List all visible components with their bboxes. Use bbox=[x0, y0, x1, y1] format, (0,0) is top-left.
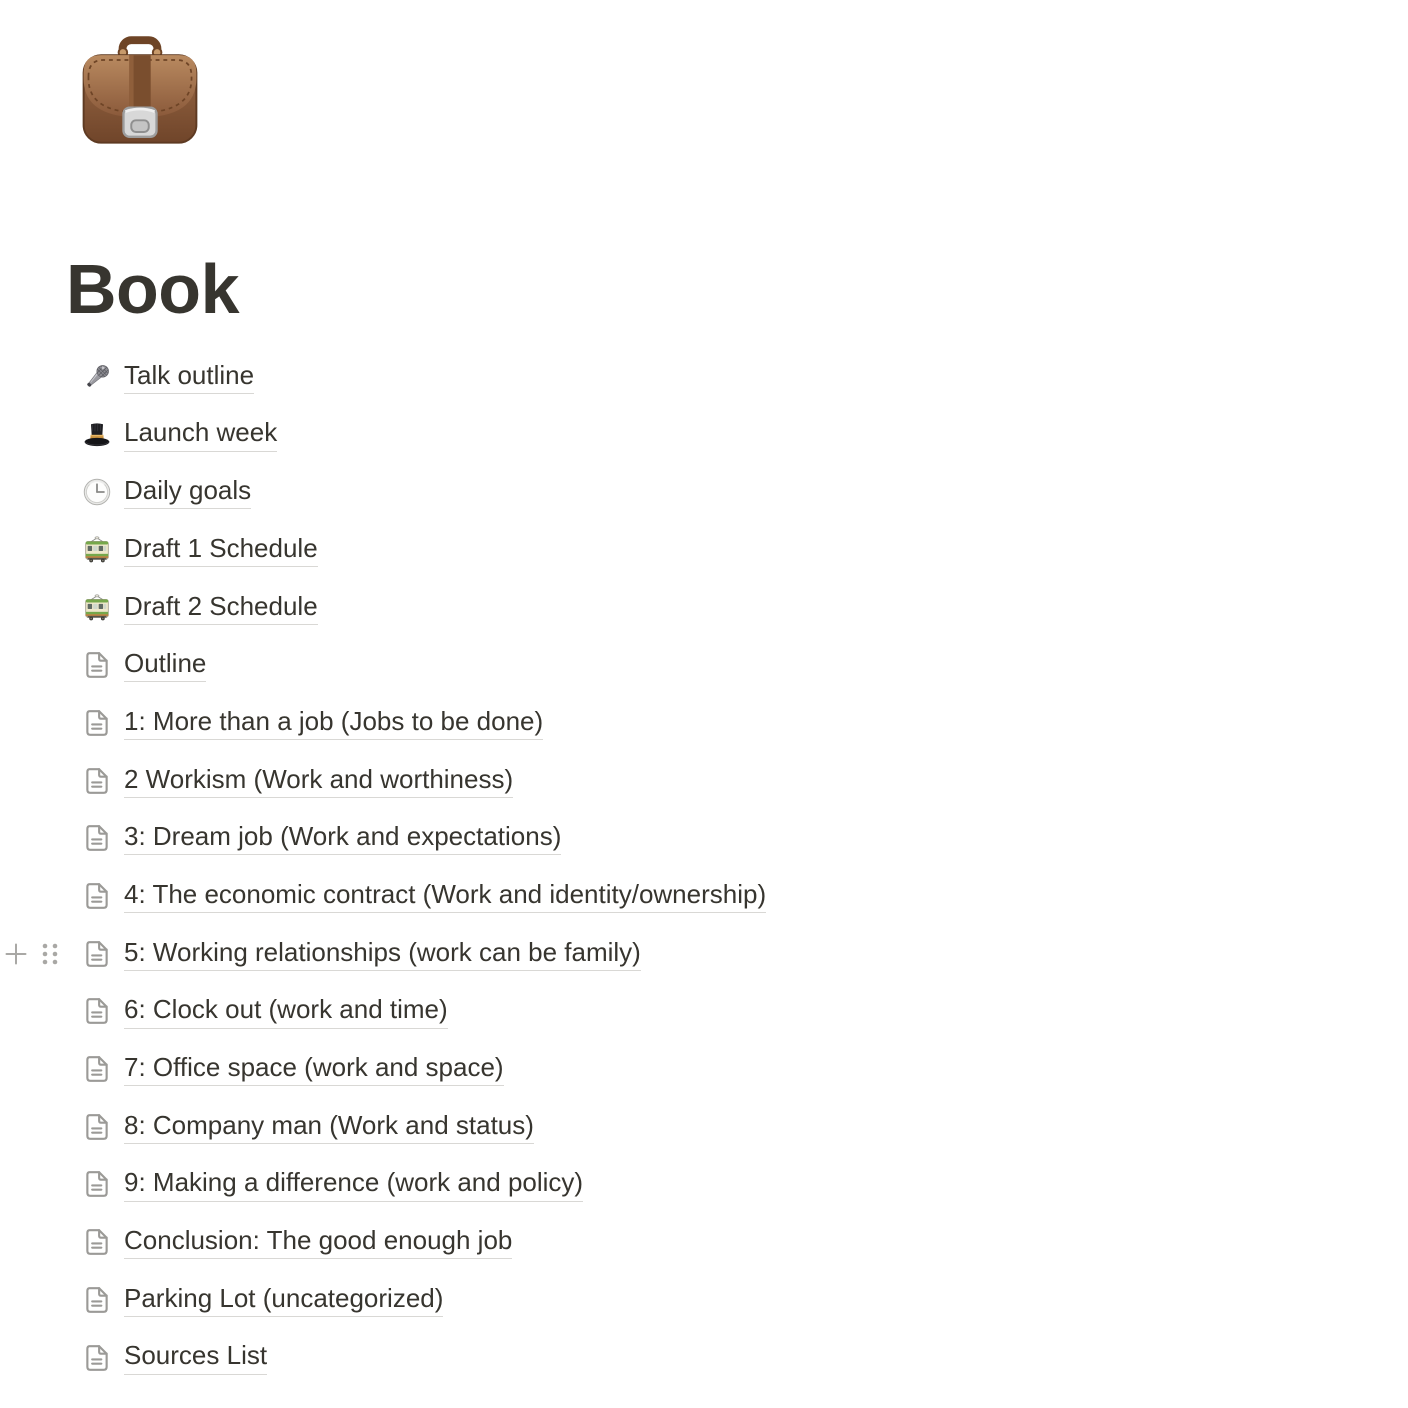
page-link-label[interactable]: Parking Lot (uncategorized) bbox=[124, 1283, 443, 1317]
page-link-row[interactable] bbox=[82, 1098, 1388, 1156]
page-link-label[interactable]: Conclusion: The good enough job bbox=[124, 1225, 512, 1259]
page-link-row[interactable] bbox=[82, 1040, 1388, 1098]
drag-handle-icon[interactable] bbox=[39, 939, 61, 969]
page-link-label[interactable]: 6: Clock out (work and time) bbox=[124, 994, 448, 1028]
page-link-label[interactable]: Draft 1 Schedule bbox=[124, 533, 318, 567]
page-link-row[interactable] bbox=[82, 463, 1388, 521]
page-link-label[interactable]: 5: Working relationships (work can be family) bbox=[124, 937, 641, 971]
page-icon bbox=[82, 708, 112, 738]
page-icon bbox=[82, 881, 112, 911]
page-link-row[interactable] bbox=[82, 752, 1388, 810]
page-link-row[interactable] bbox=[82, 694, 1388, 752]
page-icon bbox=[82, 996, 112, 1026]
page-link-row[interactable] bbox=[82, 983, 1388, 1041]
page-link-label[interactable]: Outline bbox=[124, 648, 206, 682]
page-icon bbox=[82, 939, 112, 969]
block-hover-controls bbox=[0, 925, 80, 983]
page-link-row[interactable] bbox=[82, 1213, 1388, 1271]
tram-icon bbox=[82, 535, 112, 565]
page-icon bbox=[82, 1285, 112, 1315]
microphone-icon bbox=[82, 362, 112, 392]
page-link-label[interactable]: 8: Company man (Work and status) bbox=[124, 1110, 534, 1144]
page-icon bbox=[82, 650, 112, 680]
page-icon bbox=[82, 1343, 112, 1373]
page-link-label[interactable]: 2 Workism (Work and worthiness) bbox=[124, 764, 513, 798]
page-link-row[interactable] bbox=[82, 810, 1388, 868]
page-link-row[interactable] bbox=[82, 1156, 1388, 1214]
page-link-label[interactable]: Launch week bbox=[124, 417, 277, 451]
page-link-row[interactable] bbox=[82, 636, 1388, 694]
page-link-label[interactable]: 3: Dream job (Work and expectations) bbox=[124, 821, 561, 855]
page-link-label[interactable]: Talk outline bbox=[124, 360, 254, 394]
page-icon bbox=[82, 1112, 112, 1142]
tram-icon bbox=[82, 593, 112, 623]
page-icon bbox=[82, 1169, 112, 1199]
page-link-label[interactable]: Draft 2 Schedule bbox=[124, 591, 318, 625]
page-link-row[interactable] bbox=[82, 1329, 1388, 1387]
page-title[interactable]: Book bbox=[66, 250, 239, 328]
page-link-label[interactable]: Daily goals bbox=[124, 475, 251, 509]
page-icon bbox=[82, 1227, 112, 1257]
page-link-list bbox=[82, 348, 1388, 1386]
briefcase-icon[interactable] bbox=[70, 26, 210, 166]
page-link-label[interactable]: 1: More than a job (Jobs to be done) bbox=[124, 706, 543, 740]
page-link-row[interactable] bbox=[82, 579, 1388, 637]
page-link-label[interactable]: 7: Office space (work and space) bbox=[124, 1052, 504, 1086]
page-icon bbox=[82, 1054, 112, 1084]
top-hat-icon bbox=[82, 420, 112, 450]
plus-icon[interactable] bbox=[1, 939, 31, 969]
page-link-label[interactable]: 4: The economic contract (Work and identity/ownership) bbox=[124, 879, 766, 913]
page-link-row[interactable] bbox=[82, 867, 1388, 925]
page-link-row[interactable] bbox=[82, 348, 1388, 406]
page-icon bbox=[82, 823, 112, 853]
page-link-row[interactable] bbox=[82, 1271, 1388, 1329]
page-link-row[interactable] bbox=[82, 521, 1388, 579]
page-link-label[interactable]: Sources List bbox=[124, 1340, 267, 1374]
page-icon bbox=[82, 766, 112, 796]
page-link-row[interactable] bbox=[82, 406, 1388, 464]
clock-icon bbox=[82, 477, 112, 507]
page-link-row[interactable] bbox=[82, 925, 1388, 983]
page-link-label[interactable]: 9: Making a difference (work and policy) bbox=[124, 1167, 583, 1201]
